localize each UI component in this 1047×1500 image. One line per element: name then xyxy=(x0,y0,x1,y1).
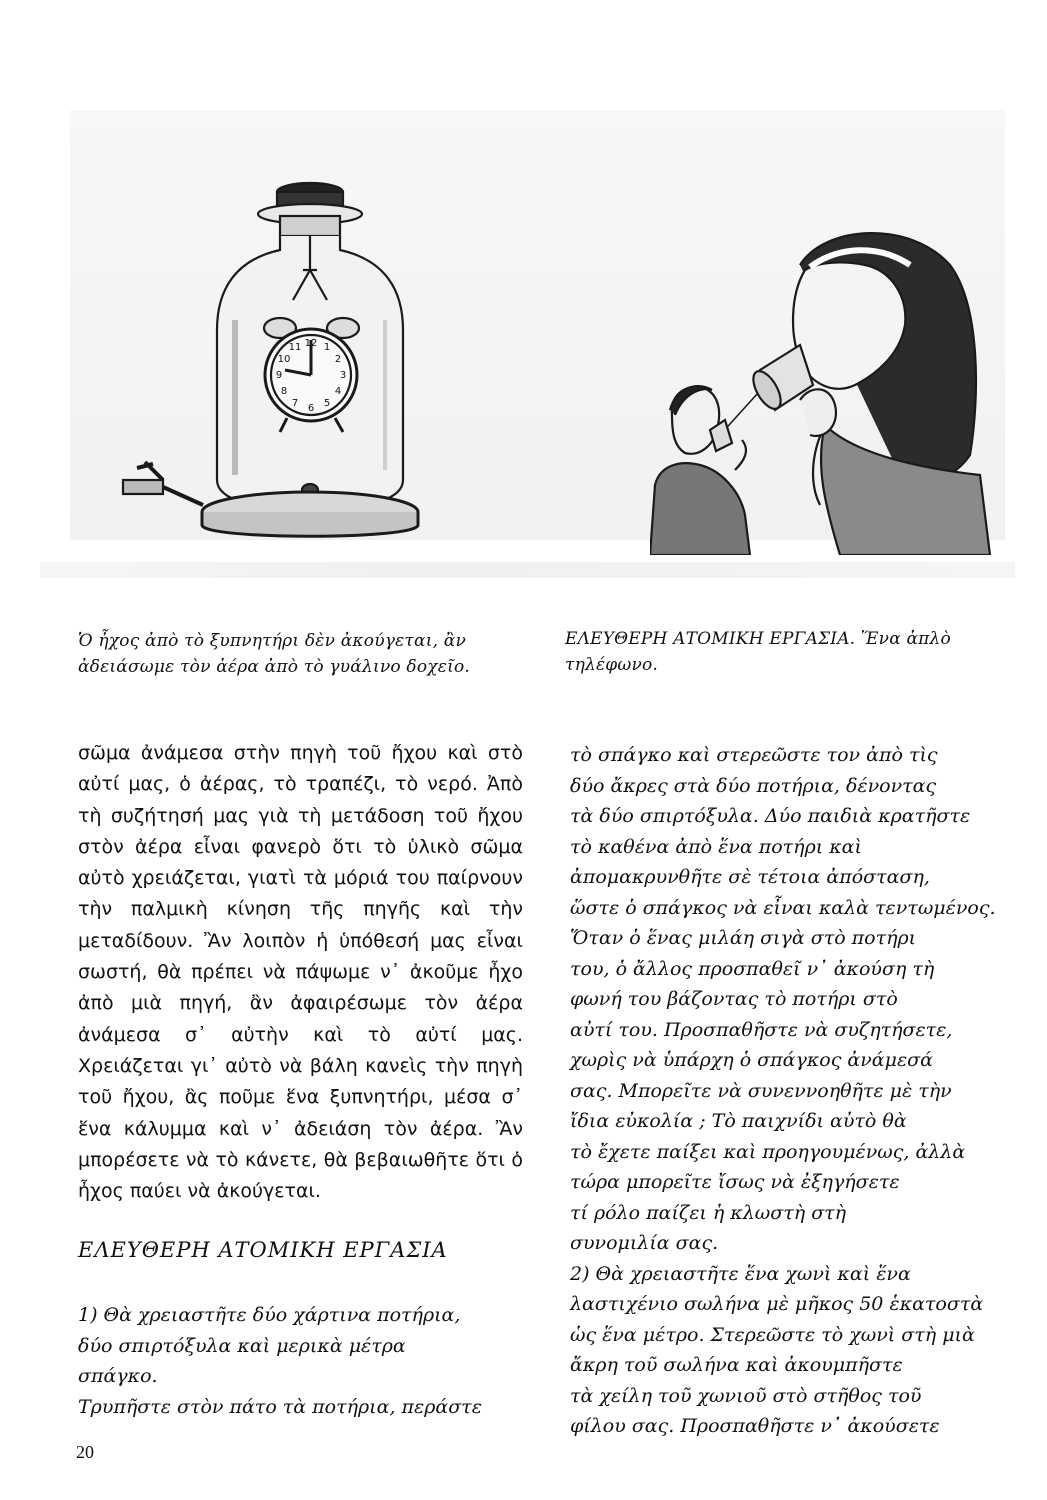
text-line: αὐτί του. Προσπαθῆστε νὰ συζητήσετε, xyxy=(570,1018,953,1041)
clock-numeral: 4 xyxy=(334,386,342,397)
text-line: τί ρόλο παίζει ἡ κλωστὴ στὴ xyxy=(570,1201,847,1224)
bell-jar-clock-illustration xyxy=(115,180,425,550)
text-line: ὥστε ὁ σπάγκος νὰ εἶναι καλὰ τεντωμένος. xyxy=(570,896,996,919)
text-line: τὰ δύο σπιρτόξυλα. Δύο παιδιὰ κρατῆστε xyxy=(570,805,971,827)
text-line: λαστιχένιο σωλήνα μὲ μῆκος 50 ἑκατοστὰ xyxy=(570,1293,984,1315)
clock-numeral: 9 xyxy=(275,370,283,381)
text-line: τὸ καθένα ἀπὸ ἕνα ποτήρι καὶ xyxy=(570,835,862,858)
body-paragraph: σῶμα ἀνάμεσα στὴν πηγὴ τοῦ ἤχου καὶ στὸ αὐτί μας, ὁ ἀέρας, τὸ τραπέζι, τὸ νερό. Ἀπὸ τὴ συζήτησή μας γιὰ τὴ μετάδοση τοῦ ἤχου στὸν ἀέρα εἶναι φανερὸ ὅτι τὸ ὑλικὸ σῶμα αὐτὸ χρειάζεται, γιατὶ τὰ μόριά του παίρνουν τὴν παλμικὴ κίνηση τῆς πηγῆς καὶ τὴν μεταδίδουν. Ἂν λοιπὸν ἡ ὑπόθεσή μας εἶναι σωστή, θὰ πρέπει νὰ πάψωμε ν᾿ ἀκοῦμε ἦχο ἀπὸ μιὰ πηγή, ἂν ἀφαιρέσωμε τὸν ἀέρα ἀνάμεσα σ᾿ αὐτὴν καὶ τὸ αὐτί μας. Χρειάζεται γι᾿ αὐτὸ νὰ βάλη κανεὶς τὴν πηγὴ τοῦ ἤχου, ἂς ποῦμε ἕνα ξυπνητήρι, μέσα σ᾿ ἕνα κάλυμμα καὶ ν᾿ ἀδειάση τὸν ἀέρα. Ἂν μπορέσετε νὰ τὸ κάνετε, θὰ βεβαιωθῆτε ὅτι ὁ ἦχος παύει νὰ ἀκούγεται. xyxy=(78,742,523,1203)
text-line: σας. Μπορεῖτε νὰ συνεννοηθῆτε μὲ τὴν xyxy=(570,1079,952,1102)
section-heading: ΕΛΕΥΘΕΡΗ ΑΤΟΜΙΚΗ ΕΡΓΑΣΙΑ xyxy=(78,1238,448,1262)
caption-telephone: ΕΛΕΥΘΕΡΗ ΑΤΟΜΙΚΗ ΕΡΓΑΣΙΑ. Ἕνα ἁπλὸ τηλέφωνο. xyxy=(565,629,951,675)
text-line: συνομιλία σας. xyxy=(570,1232,719,1254)
clock-numeral: 5 xyxy=(323,398,331,409)
text-line: τὰ χείλη τοῦ χωνιοῦ στὸ στῆθος τοῦ xyxy=(570,1384,922,1407)
text-line: σπάγκο. xyxy=(78,1365,158,1387)
clock-numeral: 12 xyxy=(304,338,318,349)
text-line: τώρα μπορεῖτε ἴσως νὰ ἐξηγήσετε xyxy=(570,1171,900,1193)
clock-numeral: 3 xyxy=(339,370,347,381)
text-line: 1) Θὰ χρειαστῆτε δύο χάρτινα ποτήρια, xyxy=(78,1304,461,1326)
text-line: ὡς ἕνα μέτρο. Στερεῶστε τὸ χωνὶ στὴ μιὰ xyxy=(570,1323,975,1346)
clock-numeral: 8 xyxy=(280,386,288,397)
text-line: Τρυπῆστε στὸν πάτο τὰ ποτήρια, περάστε xyxy=(78,1395,482,1418)
text-line: τὸ σπάγκο καὶ στερεῶστε τον ἀπὸ τὶς xyxy=(570,744,938,766)
text-line: φωνή του βάζοντας τὸ ποτήρι στὸ xyxy=(570,988,898,1010)
text-line: Ὅταν ὁ ἕνας μιλάη σιγὰ στὸ ποτήρι xyxy=(570,927,917,949)
clock-numeral: 11 xyxy=(288,342,302,353)
text-line: 2) Θὰ χρειαστῆτε ἕνα χωνὶ καὶ ἕνα xyxy=(570,1262,911,1285)
string-telephone-illustration xyxy=(650,225,995,555)
text-line: χωρὶς νὰ ὑπάρχη ὁ σπάγκος ἀνάμεσά xyxy=(570,1049,933,1071)
text-line: φίλου σας. Προσπαθῆστε ν᾿ ἀκούσετε xyxy=(570,1415,940,1437)
text-line: τὸ ἔχετε παίξει καὶ προηγουμένως, ἀλλὰ xyxy=(570,1140,966,1163)
clock-numeral: 7 xyxy=(291,398,299,409)
exercise-continuation-text xyxy=(570,740,1000,1442)
text-line: ἀπομακρυνθῆτε σὲ τέτοια ἀπόσταση, xyxy=(570,866,930,888)
text-line: ἄκρη τοῦ σωλήνα καὶ ἀκουμπῆστε xyxy=(570,1354,903,1376)
text-line: ἴδια εὐκολία ; Τὸ παιχνίδι αὐτὸ θὰ xyxy=(570,1110,907,1132)
clock-numeral: 2 xyxy=(334,354,342,365)
clock-numeral: 6 xyxy=(307,403,315,414)
bleed-through-caption xyxy=(40,562,1015,578)
caption-bell-jar: Ὁ ἦχος ἀπὸ τὸ ξυπνητήρι δὲν ἀκούγεται, ἂν ἀδειάσωμε τὸν ἀέρα ἀπὸ τὸ γυάλινο δοχεῖο. xyxy=(78,631,471,677)
text-line: δύο ἄκρες στὰ δύο ποτήρια, δένοντας xyxy=(570,774,937,797)
clock-numeral: 10 xyxy=(277,354,291,365)
text-line: του, ὁ ἄλλος προσπαθεῖ ν᾿ ἀκούση τὴ xyxy=(570,957,935,980)
clock-numeral: 1 xyxy=(323,342,331,353)
text-line: δύο σπιρτόξυλα καὶ μερικὰ μέτρα xyxy=(78,1334,406,1357)
page-number: 20 xyxy=(76,1442,94,1462)
exercise-one-text xyxy=(78,1300,528,1422)
